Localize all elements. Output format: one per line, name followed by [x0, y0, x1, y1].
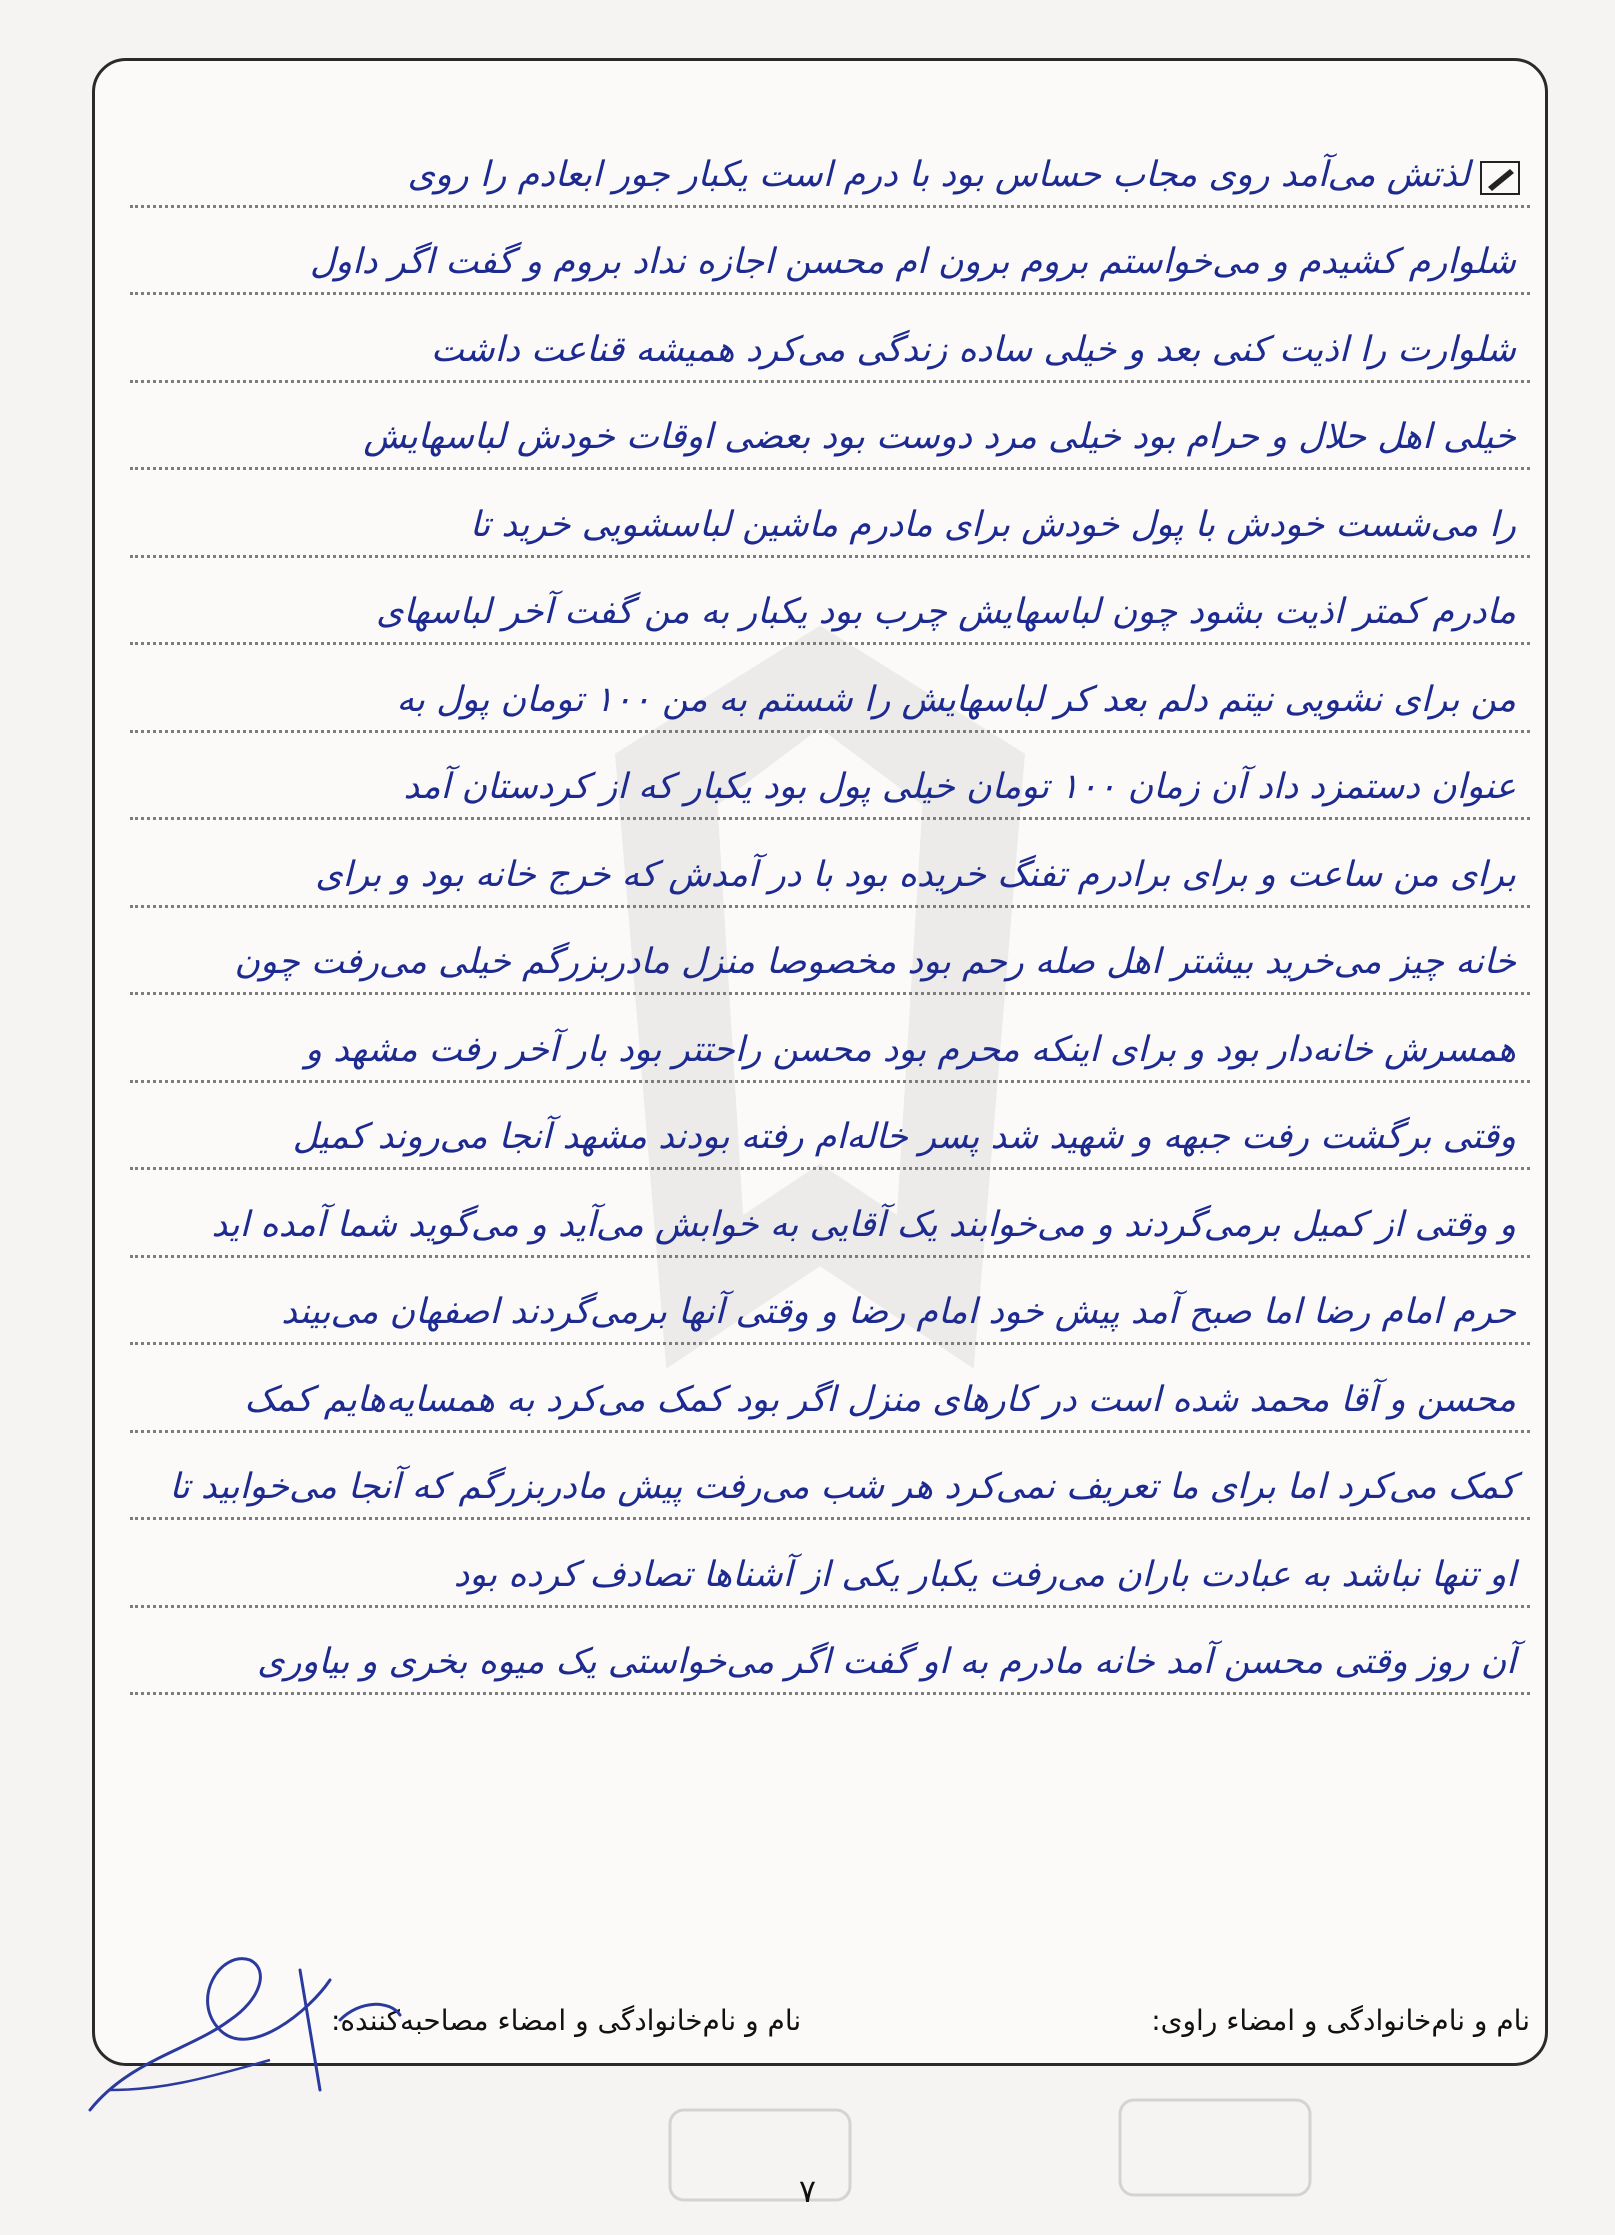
text-line-content: کمک می‌کرد اما برای ما تعریف نمی‌کرد هر شب می‌رفت پیش مادربزرگم که آنجا می‌خوابید تا	[169, 1467, 1516, 1507]
text-line-content: را می‌شست خودش با پول خودش برای مادرم ماشین لباسشویی خرید تا	[469, 504, 1516, 545]
text-line-content: آن روز وقتی محسن آمد خانه مادرم به او گفت اگر می‌خواستی یک میوه بخری و بیاوری	[257, 1642, 1516, 1682]
text-line	[130, 1608, 1530, 1696]
text-line	[130, 645, 1530, 733]
narrator-signature-label: نام و نام‌خانوادگی و امضاء راوی:	[1151, 2003, 1530, 2037]
handwritten-text-area	[130, 120, 1530, 1695]
pen-icon	[1480, 161, 1520, 195]
text-line-content: من برای نشویی نیتم دلم بعد کر لباسهایش را شستم به من ۱۰۰ تومان پول به	[396, 679, 1516, 720]
text-line-content: وقتی برگشت رفت جبهه و شهید شد پسر خاله‌ام رفته بودند مشهد آنجا می‌روند کمیل	[292, 1117, 1516, 1157]
text-line	[130, 383, 1530, 471]
text-line	[130, 295, 1530, 383]
text-line	[130, 1083, 1530, 1171]
text-line-content: شلوارت را اذیت کنی بعد و خیلی ساده زندگی می‌کرد همیشه قناعت داشت	[430, 329, 1516, 370]
text-line	[130, 208, 1530, 296]
text-line-content: او تنها نباشد به عبادت باران می‌رفت یکبار یکی از آشناها تصادف کرده بود	[453, 1554, 1516, 1595]
text-line	[130, 1258, 1530, 1346]
text-line-content: خانه چیز می‌خرید بیشتر اهل صله رحم بود مخصوصا منزل مادربزرگم خیلی می‌رفت چون	[234, 942, 1516, 982]
text-line	[130, 558, 1530, 646]
interviewer-signature-label: نام و نام‌خانوادگی و امضاء مصاحبه‌کننده:	[330, 2003, 802, 2037]
page-number: ۷	[798, 2172, 817, 2210]
text-line	[130, 1345, 1530, 1433]
text-line-content: عنوان دستمزد داد آن زمان ۱۰۰ تومان خیلی پول بود یکبار که از کردستان آمد	[403, 767, 1516, 807]
text-line-content: خیلی اهل حلال و حرام بود خیلی مرد دوست بود بعضی اوقات خودش لباسهایش	[363, 417, 1516, 457]
text-line	[130, 470, 1530, 558]
text-line-content: و وقتی از کمیل برمی‌گردند و می‌خوابند یک آقایی به خوابش می‌آید و می‌گوید شما آمده اید	[211, 1204, 1516, 1245]
text-line	[130, 820, 1530, 908]
text-line	[130, 1170, 1530, 1258]
text-line-content: مادرم کمتر اذیت بشود چون لباسهایش چرب بود یکبار به من گفت آخر لباسهای	[375, 592, 1516, 632]
text-line	[130, 908, 1530, 996]
text-line-content: لذتش می‌آمد روی مجاب حساس بود با درم است یکبار جور ابعادم را روی	[407, 154, 1470, 195]
text-line	[130, 1520, 1530, 1608]
text-line	[130, 995, 1530, 1083]
text-line-content: حرم امام رضا اما صبح آمد پیش خود امام رضا و وقتی آنها برمی‌گردند اصفهان می‌بیند	[281, 1292, 1516, 1332]
text-line	[130, 733, 1530, 821]
text-line	[130, 1433, 1530, 1521]
text-line-content: شلوارم کشیدم و می‌خواستم بروم برون ام محسن اجازه نداد بروم و گفت اگر داول	[309, 242, 1516, 282]
text-line-content: برای من ساعت و برای برادرم تفنگ خریده بود با در آمدش که خرج خانه بود و برای	[315, 854, 1516, 895]
text-line-content: همسرش خانه‌دار بود و برای اینکه محرم بود محسن راحتتر بود بار آخر رفت مشهد و	[305, 1029, 1516, 1070]
text-line-content: محسن و آقا محمد شده است در کارهای منزل اگر بود کمک می‌کرد به همسایه‌هایم کمک	[244, 1379, 1516, 1420]
text-line	[130, 120, 1530, 208]
